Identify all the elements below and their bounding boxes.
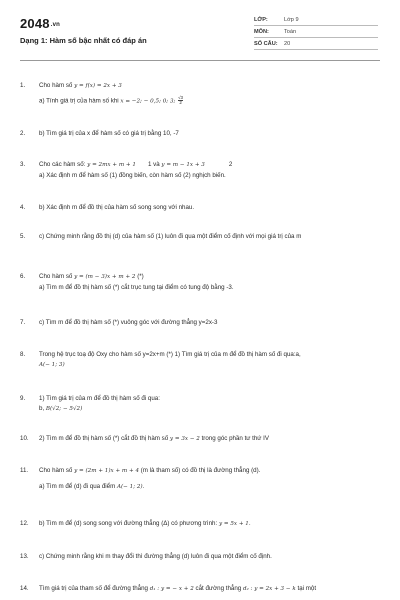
question-text: a) Tìm m để đồ thị hàm số (*) cắt trục tung tại điểm có tung độ bằng -3. bbox=[39, 283, 234, 291]
question-math: y = (m − 3)x + m + 2 bbox=[74, 274, 136, 280]
meta-value: 20 bbox=[284, 40, 291, 47]
question-math: y = f(x) = 2x + 3 bbox=[74, 83, 122, 89]
question-number: 14. bbox=[20, 585, 29, 592]
question-number: 4. bbox=[20, 204, 26, 211]
question-math: A(− 1; 3) bbox=[39, 361, 65, 368]
question-text: trong góc phần tư thứ IV bbox=[199, 435, 270, 442]
meta-label: LỚP: bbox=[254, 16, 268, 23]
question-text: a) Xác định m để hàm số (1) đồng biến, còn hàm số (2) nghịch biến. bbox=[39, 171, 226, 179]
meta-value: Lớp 9 bbox=[284, 16, 299, 23]
question-number: 6. bbox=[20, 273, 26, 280]
question-text: Cho hàm số bbox=[39, 273, 75, 280]
question-text: b) Tìm m để (d) song song với đường thẳng (Δ) có phương trình: bbox=[39, 520, 219, 527]
question-math: B(√2; − 5√2) bbox=[45, 405, 83, 412]
question-math: y = (2m + 1)x + m + 4 bbox=[74, 468, 140, 474]
question-3 bbox=[20, 160, 380, 180]
header-divider bbox=[20, 60, 380, 61]
question-text: c) Tìm m để đồ thị hàm số (*) vuông góc với đường thẳng y=2x-3 bbox=[39, 319, 218, 326]
question-text: Cho hàm số bbox=[39, 82, 75, 89]
question-14 bbox=[20, 584, 380, 595]
equation-tag: 2 bbox=[228, 161, 233, 168]
question-text: Cho hàm số bbox=[39, 467, 75, 474]
question-math: d₁ : y = − x + 2 bbox=[149, 586, 194, 592]
question-text: Cho các hàm số: bbox=[39, 161, 88, 168]
fraction bbox=[178, 96, 183, 106]
question-text: và bbox=[151, 161, 162, 168]
question-number: 12. bbox=[20, 520, 29, 527]
question-4 bbox=[20, 203, 380, 213]
meta-label: MÔN: bbox=[254, 28, 269, 35]
worksheet-title: Dạng 1: Hàm số bậc nhất có đáp án bbox=[20, 36, 147, 45]
question-text: c) Chứng minh rằng đồ thị (d) của hàm số (1) luôn đi qua một điểm cố định với mọi giá trị của m bbox=[39, 233, 302, 240]
meta-row-count bbox=[254, 38, 378, 50]
question-number: 1. bbox=[20, 82, 26, 89]
question-11 bbox=[20, 466, 380, 492]
meta-row-class bbox=[254, 14, 378, 26]
question-math: y = 5x + 1. bbox=[218, 521, 251, 527]
question-text: a) Tìm m để (d) đi qua điểm bbox=[39, 482, 117, 490]
question-math: y = 2mx + m + 1 bbox=[87, 162, 136, 168]
question-13 bbox=[20, 552, 380, 562]
logo-sub: .vn bbox=[50, 21, 61, 28]
question-number: 5. bbox=[20, 233, 26, 240]
question-number: 2. bbox=[20, 130, 26, 137]
question-text: c) Chứng minh rằng khi m thay đổi thì đường thẳng (d) luôn đi qua một điểm cố định. bbox=[39, 553, 272, 560]
equation-tag: (*) bbox=[135, 273, 144, 280]
question-text: Tìm giá trị của tham số để đường thẳng bbox=[39, 585, 150, 592]
question-12 bbox=[20, 519, 380, 530]
question-number: 3. bbox=[20, 161, 26, 168]
question-text: b, bbox=[39, 404, 46, 412]
question-8 bbox=[20, 350, 380, 370]
question-number: 13. bbox=[20, 553, 29, 560]
question-text: 1) Tìm giá trị của m để đồ thị hàm số đi qua: bbox=[39, 395, 160, 402]
question-math: y = m − 1x + 3 bbox=[161, 162, 205, 168]
question-number: 7. bbox=[20, 319, 26, 326]
question-9 bbox=[20, 394, 380, 414]
question-text: b) Tìm giá trị của x để hàm số có giá trị bằng 10, -7 bbox=[39, 130, 179, 137]
question-10 bbox=[20, 434, 380, 445]
question-text: Trong hệ trục toạ độ Oxy cho hàm số y=2x+m (*) 1) Tìm giá trị của m để đồ thị hàm số đi qua:a, bbox=[39, 351, 301, 358]
question-number: 8. bbox=[20, 351, 26, 358]
question-number: 11. bbox=[20, 467, 29, 474]
question-text: tại một bbox=[295, 585, 317, 592]
question-text: b) Xác định m để đồ thị của hàm số song song với nhau. bbox=[39, 204, 195, 211]
question-2 bbox=[20, 129, 380, 139]
logo-main: 2048 bbox=[20, 16, 50, 31]
question-5 bbox=[20, 232, 380, 242]
question-7 bbox=[20, 318, 380, 328]
question-math: x = −2; − 0,5; 0; 3; bbox=[120, 98, 176, 105]
meta-value: Toán bbox=[284, 28, 297, 35]
question-math: y = 3x − 2 bbox=[169, 436, 200, 442]
meta-row-subject bbox=[254, 26, 378, 38]
fraction-numerator: √3 bbox=[178, 94, 183, 100]
question-number: 10. bbox=[20, 435, 29, 442]
question-1 bbox=[20, 81, 380, 107]
meta-table bbox=[254, 14, 378, 50]
site-logo[interactable] bbox=[20, 16, 60, 31]
meta-label: SỐ CÂU: bbox=[254, 40, 278, 47]
equation-tag: 1 bbox=[147, 161, 152, 168]
question-math: A(− 1; 2). bbox=[116, 483, 145, 490]
question-text: (m là tham số) có đồ thị là đường thẳng (d). bbox=[139, 467, 261, 474]
question-number: 9. bbox=[20, 395, 26, 402]
question-text: cắt đường thẳng bbox=[193, 585, 243, 592]
fraction-denominator: 2 bbox=[179, 100, 182, 106]
question-text: a) Tính giá trị của hàm số khi bbox=[39, 97, 121, 105]
question-6 bbox=[20, 272, 380, 292]
question-math: d₂ : y = 2x + 3 − k bbox=[242, 586, 296, 592]
question-text: 2) Tìm m để đồ thị hàm số (*) cắt đồ thị hàm số bbox=[39, 435, 170, 442]
